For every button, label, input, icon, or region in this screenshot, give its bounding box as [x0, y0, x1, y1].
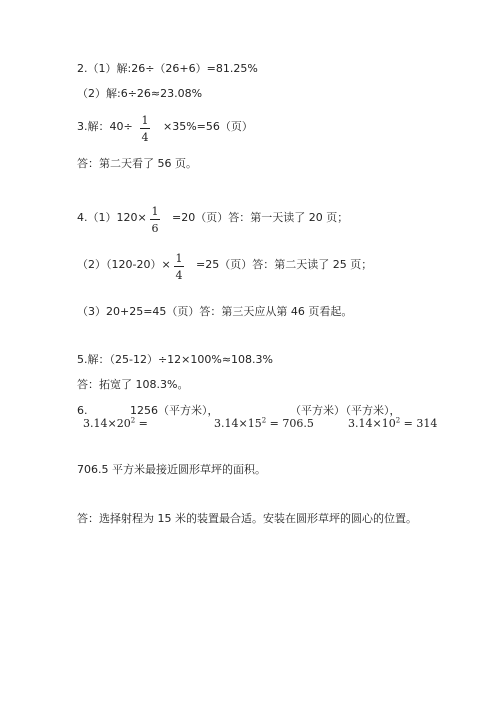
q5-calc: 5.解：（25-12）÷12×100%≈108.3%: [77, 353, 273, 366]
q6-formula-3-exponent: 2: [395, 416, 401, 425]
q6-formula-2-exponent: 2: [261, 416, 267, 425]
q3-calc-post: ×35%=56（页）: [163, 120, 253, 133]
q6-unit-label-2: （平方米），: [340, 404, 401, 417]
fraction-bar: [174, 266, 184, 267]
q3-fraction-denominator: 4: [141, 131, 149, 144]
fraction-bar: [150, 219, 160, 220]
q4-part1-numerator: 1: [151, 205, 159, 218]
q2-part2: （2）解:6÷26≈23.08%: [77, 87, 203, 100]
q6-answer: 答：选择射程为 15 米的装置最合适。安装在圆形草坪的圆心的位置。: [77, 512, 417, 525]
q6-formula-3: $3.14\times 10^2 = 314$: [348, 416, 438, 430]
q6-note: 706.5 平方米最接近圆形草坪的面积。: [77, 463, 266, 476]
fraction-bar: [140, 128, 150, 129]
q6-number: 6.: [77, 404, 88, 417]
q3-calc-pre: 3.解：40÷: [77, 120, 133, 133]
q6-formula-2: $3.14\times 15^2 = 706.5$: [214, 416, 314, 430]
q4-part2-post: =25（页）答：第二天读了 25 页；: [196, 258, 373, 271]
q6-formula-1: $3.14\times 20^2$ =: [83, 416, 148, 430]
q4-part1-fraction: [149, 205, 161, 235]
q3-answer: 答：第二天看了 56 页。: [77, 157, 197, 170]
q5-answer: 答：拓宽了 108.3%。: [77, 378, 189, 391]
q3-fraction: [139, 114, 151, 144]
q4-part1-pre: 4.（1）120×: [77, 211, 147, 224]
q3-fraction-numerator: 1: [141, 114, 149, 127]
q4-part2-numerator: 1: [175, 252, 183, 265]
q2-part1: 2.（1）解:26÷（26+6）=81.25%: [77, 62, 258, 75]
q4-part2-pre: （2）（120-20）×: [77, 258, 171, 271]
q6-value-1256: 1256（平方米），: [130, 404, 219, 417]
q4-part2-fraction: [173, 252, 185, 282]
q4-part1-denominator: 6: [151, 222, 159, 235]
q4-part3: （3）20+25=45（页）答：第三天应从第 46 页看起。: [77, 305, 353, 318]
q4-part2-denominator: 4: [175, 269, 183, 282]
q4-part1-post: =20（页）答：第一天读了 20 页；: [172, 211, 349, 224]
q6-unit-label-1: （平方米）: [290, 404, 345, 417]
q6-formula-1-exponent: 2: [130, 416, 136, 425]
